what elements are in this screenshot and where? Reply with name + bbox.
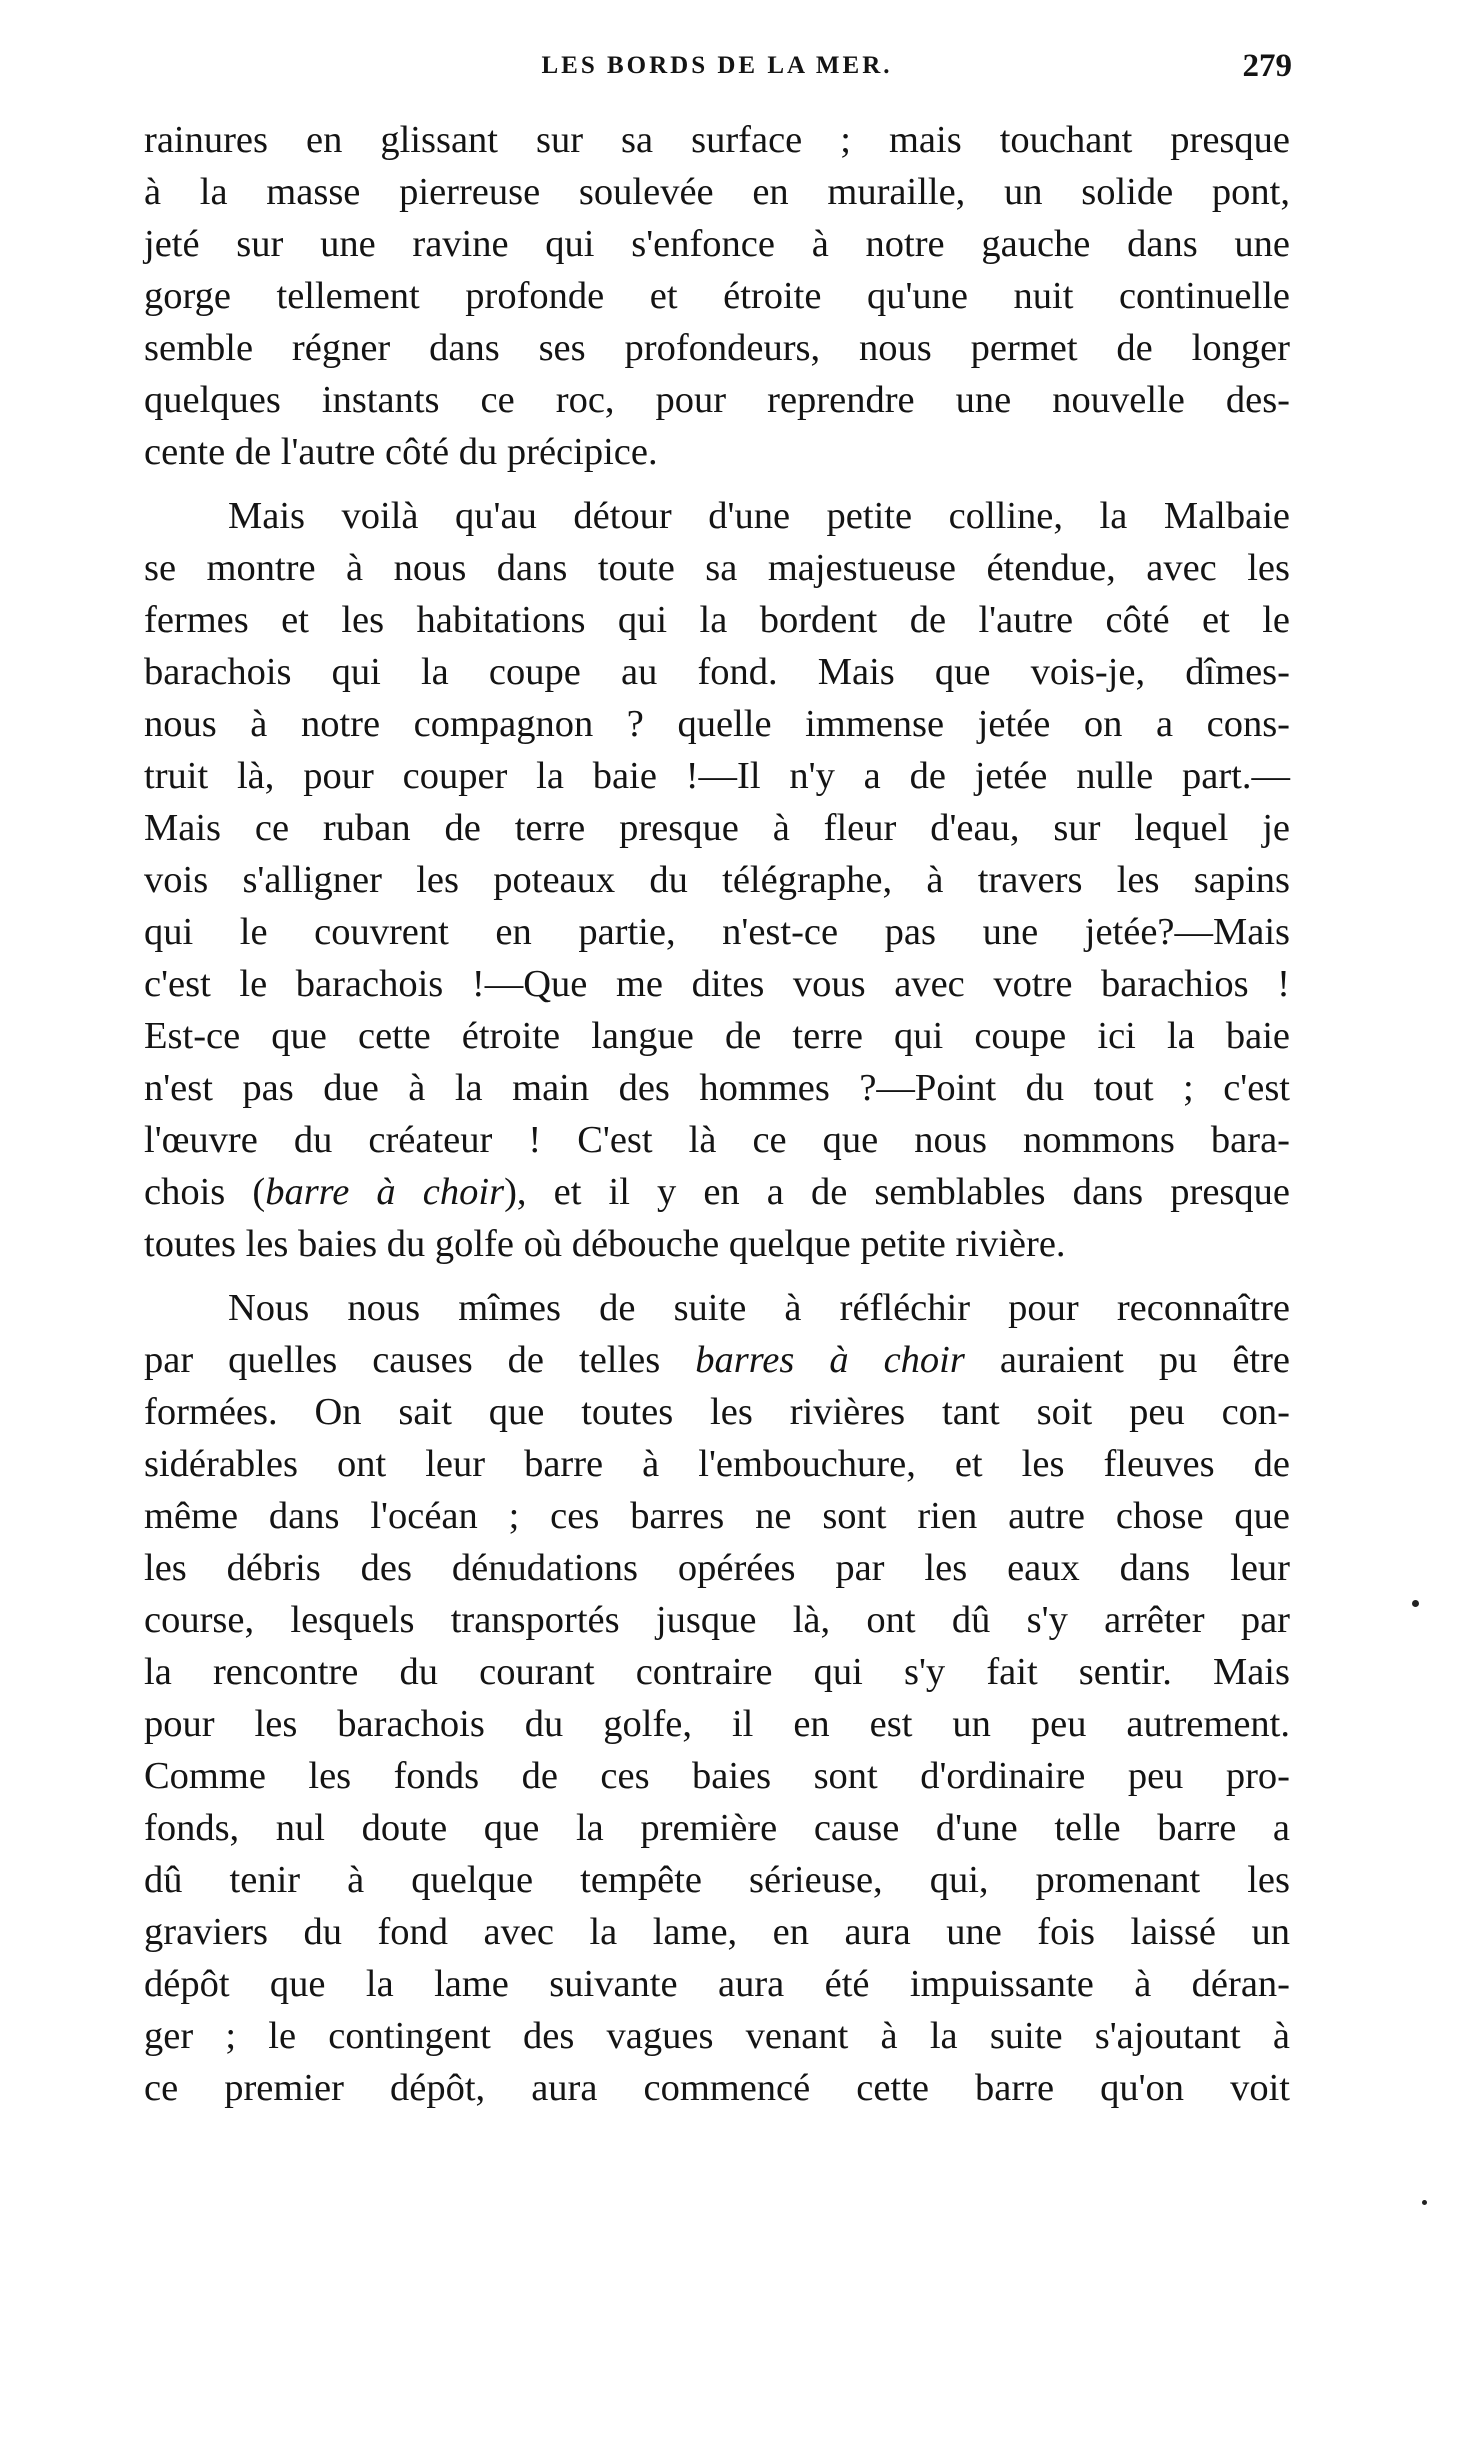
text-line: chois (barre à choir), et il y en a de semblables dans presque bbox=[144, 1171, 1290, 1213]
text-line: jeté sur une ravine qui s'enfonce à notre gauche dans une bbox=[144, 223, 1290, 265]
body-text bbox=[144, 114, 1290, 2126]
text-line: barachois qui la coupe au fond. Mais que vois-je, dîmes- bbox=[144, 651, 1290, 693]
running-head bbox=[144, 48, 1290, 88]
text-line: la rencontre du courant contraire qui s'y fait sentir. Mais bbox=[144, 1651, 1290, 1693]
text-line: truit là, pour couper la baie !—Il n'y a de jetée nulle part.— bbox=[144, 755, 1290, 797]
text-line: toutes les baies du golfe où débouche quelque petite rivière. bbox=[144, 1223, 1066, 1265]
paragraph-3 bbox=[144, 1282, 1290, 2114]
text-line: Comme les fonds de ces baies sont d'ordinaire peu pro- bbox=[144, 1755, 1290, 1797]
text-line: se montre à nous dans toute sa majestueuse étendue, avec les bbox=[144, 547, 1290, 589]
text-line: les débris des dénudations opérées par les eaux dans leur bbox=[144, 1547, 1290, 1589]
text-line: quelques instants ce roc, pour reprendre une nouvelle des- bbox=[144, 379, 1290, 421]
text-line: à la masse pierreuse soulevée en muraille, un solide pont, bbox=[144, 171, 1290, 213]
text-line: n'est pas due à la main des hommes ?—Point du tout ; c'est bbox=[144, 1067, 1290, 1109]
text-line: Est-ce que cette étroite langue de terre qui coupe ici la baie bbox=[144, 1015, 1290, 1057]
text-line: ce premier dépôt, aura commencé cette barre qu'on voit bbox=[144, 2067, 1290, 2109]
text-line: rainures en glissant sur sa surface ; mais touchant presque bbox=[144, 119, 1290, 161]
text-line: gorge tellement profonde et étroite qu'une nuit continuelle bbox=[144, 275, 1290, 317]
page-number: 279 bbox=[1242, 48, 1292, 84]
text-line: vois s'alligner les poteaux du télégraphe, à travers les sapins bbox=[144, 859, 1290, 901]
paragraph-1 bbox=[144, 114, 1290, 478]
text-line: cente de l'autre côté du précipice. bbox=[144, 431, 658, 473]
text-line: dépôt que la lame suivante aura été impuissante à déran- bbox=[144, 1963, 1290, 2005]
book-page bbox=[144, 0, 1290, 2456]
text-line: nous à notre compagnon ? quelle immense jetée on a cons- bbox=[144, 703, 1290, 745]
text-line: semble régner dans ses profondeurs, nous permet de longer bbox=[144, 327, 1290, 369]
text-line: formées. On sait que toutes les rivières tant soit peu con- bbox=[144, 1391, 1290, 1433]
running-title: LES BORDS DE LA MER. bbox=[541, 52, 893, 79]
text-line: ger ; le contingent des vagues venant à la suite s'ajoutant à bbox=[144, 2015, 1290, 2057]
text-line: Mais ce ruban de terre presque à fleur d'eau, sur lequel je bbox=[144, 807, 1290, 849]
text-line: par quelles causes de telles barres à choir auraient pu être bbox=[144, 1339, 1291, 1381]
text-line: l'œuvre du créateur ! C'est là ce que nous nommons bara- bbox=[144, 1119, 1290, 1161]
text-line: même dans l'océan ; ces barres ne sont rien autre chose que bbox=[144, 1495, 1290, 1537]
text-line: fonds, nul doute que la première cause d'une telle barre a bbox=[144, 1807, 1290, 1849]
text-line: Nous nous mîmes de suite à réfléchir pour reconnaître bbox=[228, 1287, 1290, 1329]
text-line: pour les barachois du golfe, il en est un peu autrement. bbox=[144, 1703, 1290, 1745]
text-line: c'est le barachois !—Que me dites vous avec votre barachios ! bbox=[144, 963, 1290, 1005]
text-line: Mais voilà qu'au détour d'une petite colline, la Malbaie bbox=[228, 495, 1290, 537]
print-speck bbox=[1422, 2200, 1427, 2205]
text-line: fermes et les habitations qui la bordent de l'autre côté et le bbox=[144, 599, 1290, 641]
text-line: dû tenir à quelque tempête sérieuse, qui, promenant les bbox=[144, 1859, 1290, 1901]
text-line: sidérables ont leur barre à l'embouchure, et les fleuves de bbox=[144, 1443, 1290, 1485]
text-line: qui le couvrent en partie, n'est-ce pas une jetée?—Mais bbox=[144, 911, 1290, 953]
paragraph-2 bbox=[144, 490, 1290, 1270]
text-line: graviers du fond avec la lame, en aura une fois laissé un bbox=[144, 1911, 1290, 1953]
print-speck bbox=[1412, 1600, 1419, 1607]
text-line: course, lesquels transportés jusque là, ont dû s'y arrêter par bbox=[144, 1599, 1290, 1641]
